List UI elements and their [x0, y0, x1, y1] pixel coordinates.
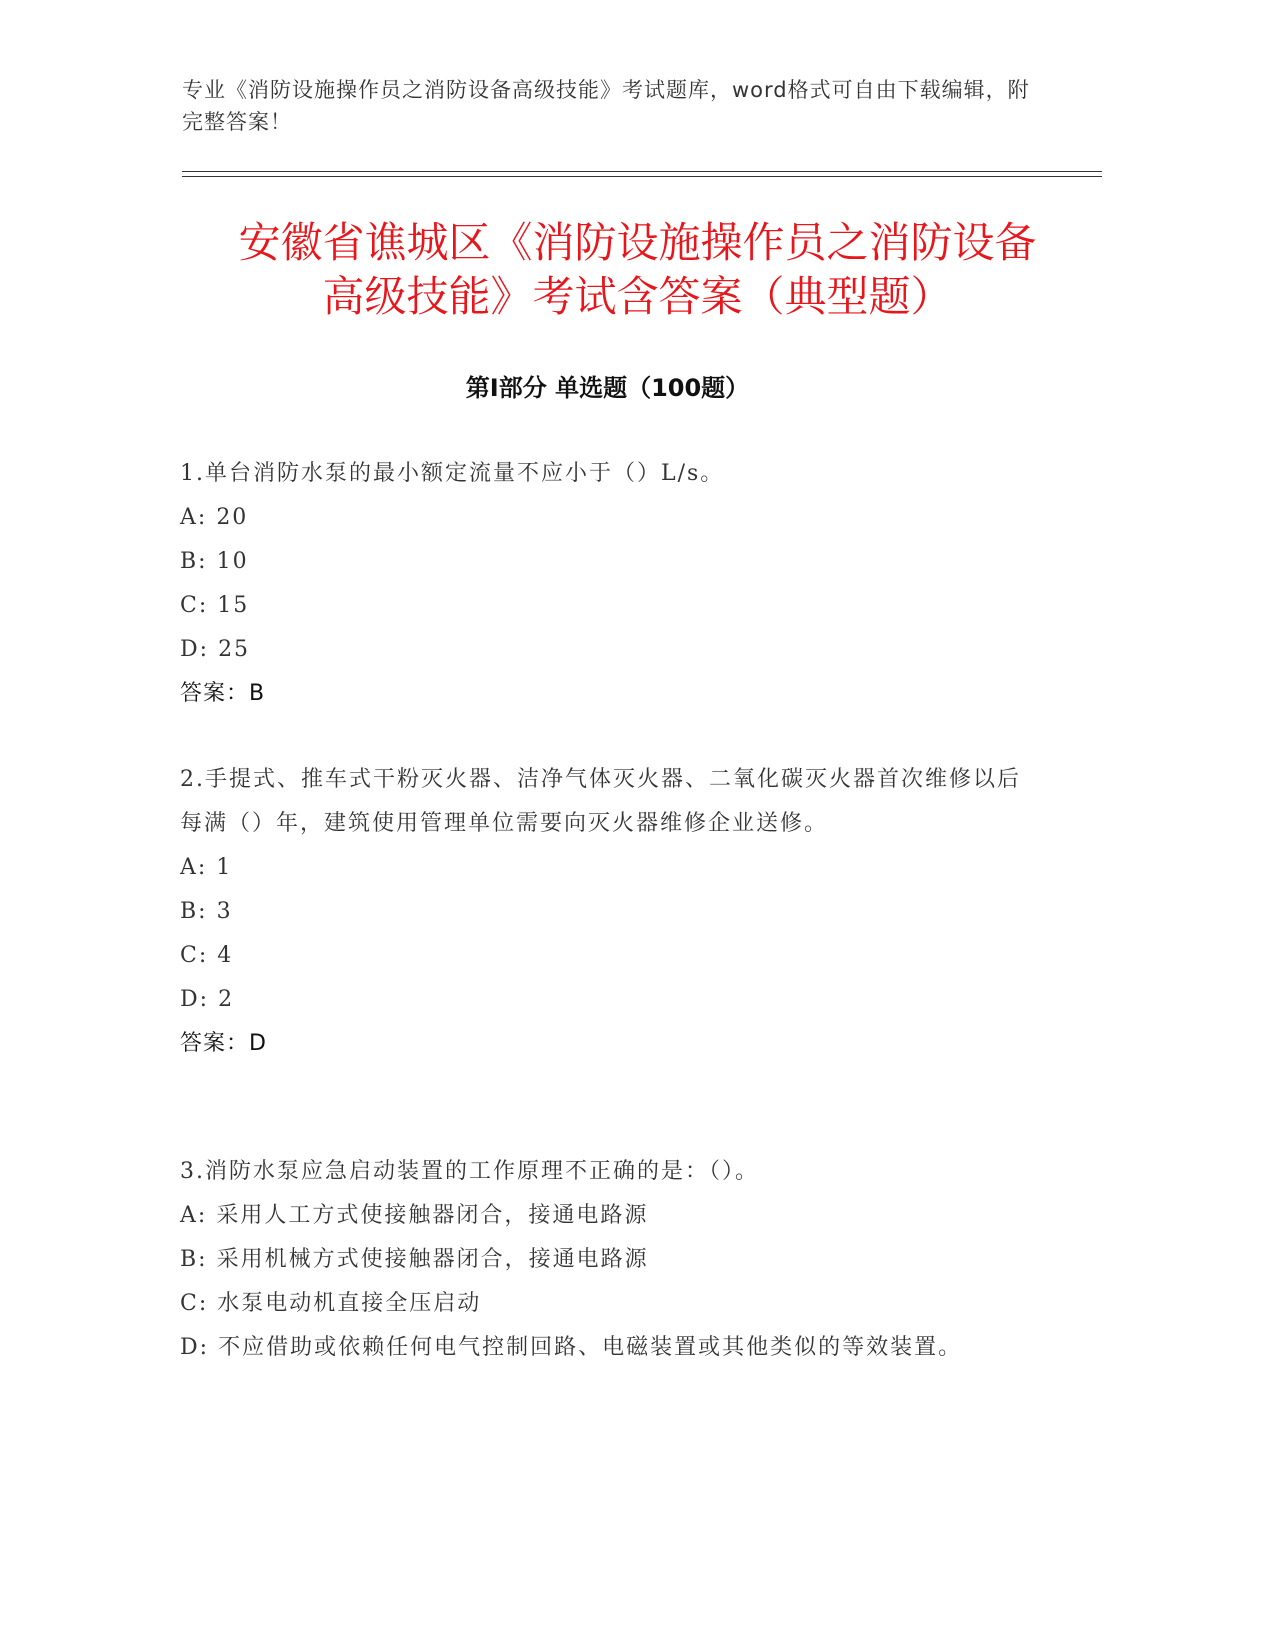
- question-stem: 3.消防水泵应急启动装置的工作原理不正确的是：（）。: [180, 1159, 759, 1184]
- option-b: [180, 540, 1040, 584]
- answer-label: 答案：B: [180, 681, 266, 706]
- option-letter: D: [180, 987, 200, 1012]
- question-2: [180, 758, 1040, 1066]
- option-separator: :: [197, 1203, 208, 1228]
- option-text: 不应借助或依赖任何电气控制回路、电磁装置或其他类似的等效装置。: [218, 1335, 963, 1360]
- option-text: 采用机械方式使接触器闭合，接通电路源: [216, 1247, 649, 1272]
- option-d: [180, 978, 1040, 1022]
- answer-label: 答案：D: [180, 1031, 267, 1056]
- option-separator: :: [199, 1335, 210, 1360]
- option-letter: C: [180, 593, 199, 618]
- option-letter: B: [180, 549, 199, 574]
- option-separator: :: [197, 855, 208, 880]
- option-separator: :: [198, 1291, 209, 1316]
- option-letter: D: [180, 1335, 200, 1360]
- section-title: 第Ⅰ部分 单选题（100题）: [465, 374, 750, 402]
- option-text: 1: [216, 855, 233, 880]
- option-letter: B: [180, 899, 199, 924]
- option-a: [180, 1194, 1040, 1238]
- option-b: [180, 1238, 1040, 1282]
- option-a: [180, 846, 1040, 890]
- option-separator: :: [198, 1247, 208, 1272]
- option-letter: C: [180, 1291, 199, 1316]
- question-stem: 2.手提式、推车式干粉灭火器、洁净气体灭火器、二氧化碳灭火器首次维修以后每满（）年，建筑使用管理单位需要向灭火器维修企业送修。: [180, 767, 1021, 836]
- question-stem: 1.单台消防水泵的最小额定流量不应小于（）L/s。: [180, 461, 725, 486]
- option-letter: D: [180, 637, 200, 662]
- option-text: 10: [216, 549, 249, 574]
- question-3: [180, 1150, 1040, 1370]
- document-title-line1: 安徽省谯城区《消防设施操作员之消防设备: [238, 218, 1037, 267]
- option-d: [180, 628, 1040, 672]
- option-separator: :: [199, 637, 210, 662]
- option-letter: A: [180, 855, 198, 880]
- header-rule-top: [182, 171, 1102, 172]
- option-text: 4: [217, 943, 234, 968]
- document-title: [150, 216, 1125, 324]
- option-separator: :: [198, 899, 208, 924]
- option-text: 25: [218, 637, 251, 662]
- header-note: 专业《消防设施操作员之消防设备高级技能》考试题库，word格式可自由下载编辑，附完整答案！: [182, 78, 1030, 134]
- option-b: [180, 890, 1040, 934]
- option-letter: A: [180, 505, 198, 530]
- option-a: [180, 496, 1040, 540]
- option-letter: C: [180, 943, 199, 968]
- option-letter: A: [180, 1203, 198, 1228]
- option-text: 2: [218, 987, 235, 1012]
- question-1: [180, 452, 1040, 716]
- option-text: 15: [217, 593, 250, 618]
- document-title-line2: 高级技能》考试含答案（典型题）: [322, 272, 953, 321]
- option-letter: B: [180, 1247, 199, 1272]
- option-separator: :: [199, 987, 210, 1012]
- option-text: 3: [216, 899, 233, 924]
- option-text: 采用人工方式使接触器闭合，接通电路源: [216, 1203, 649, 1228]
- option-separator: :: [197, 505, 208, 530]
- option-text: 水泵电动机直接全压启动: [217, 1291, 482, 1316]
- option-separator: :: [198, 593, 209, 618]
- option-d: [180, 1326, 1040, 1370]
- option-separator: :: [198, 549, 208, 574]
- header-rule-bottom: [182, 176, 1102, 177]
- option-c: [180, 1282, 1040, 1326]
- option-separator: :: [198, 943, 209, 968]
- option-c: [180, 934, 1040, 978]
- option-c: [180, 584, 1040, 628]
- option-text: 20: [216, 505, 249, 530]
